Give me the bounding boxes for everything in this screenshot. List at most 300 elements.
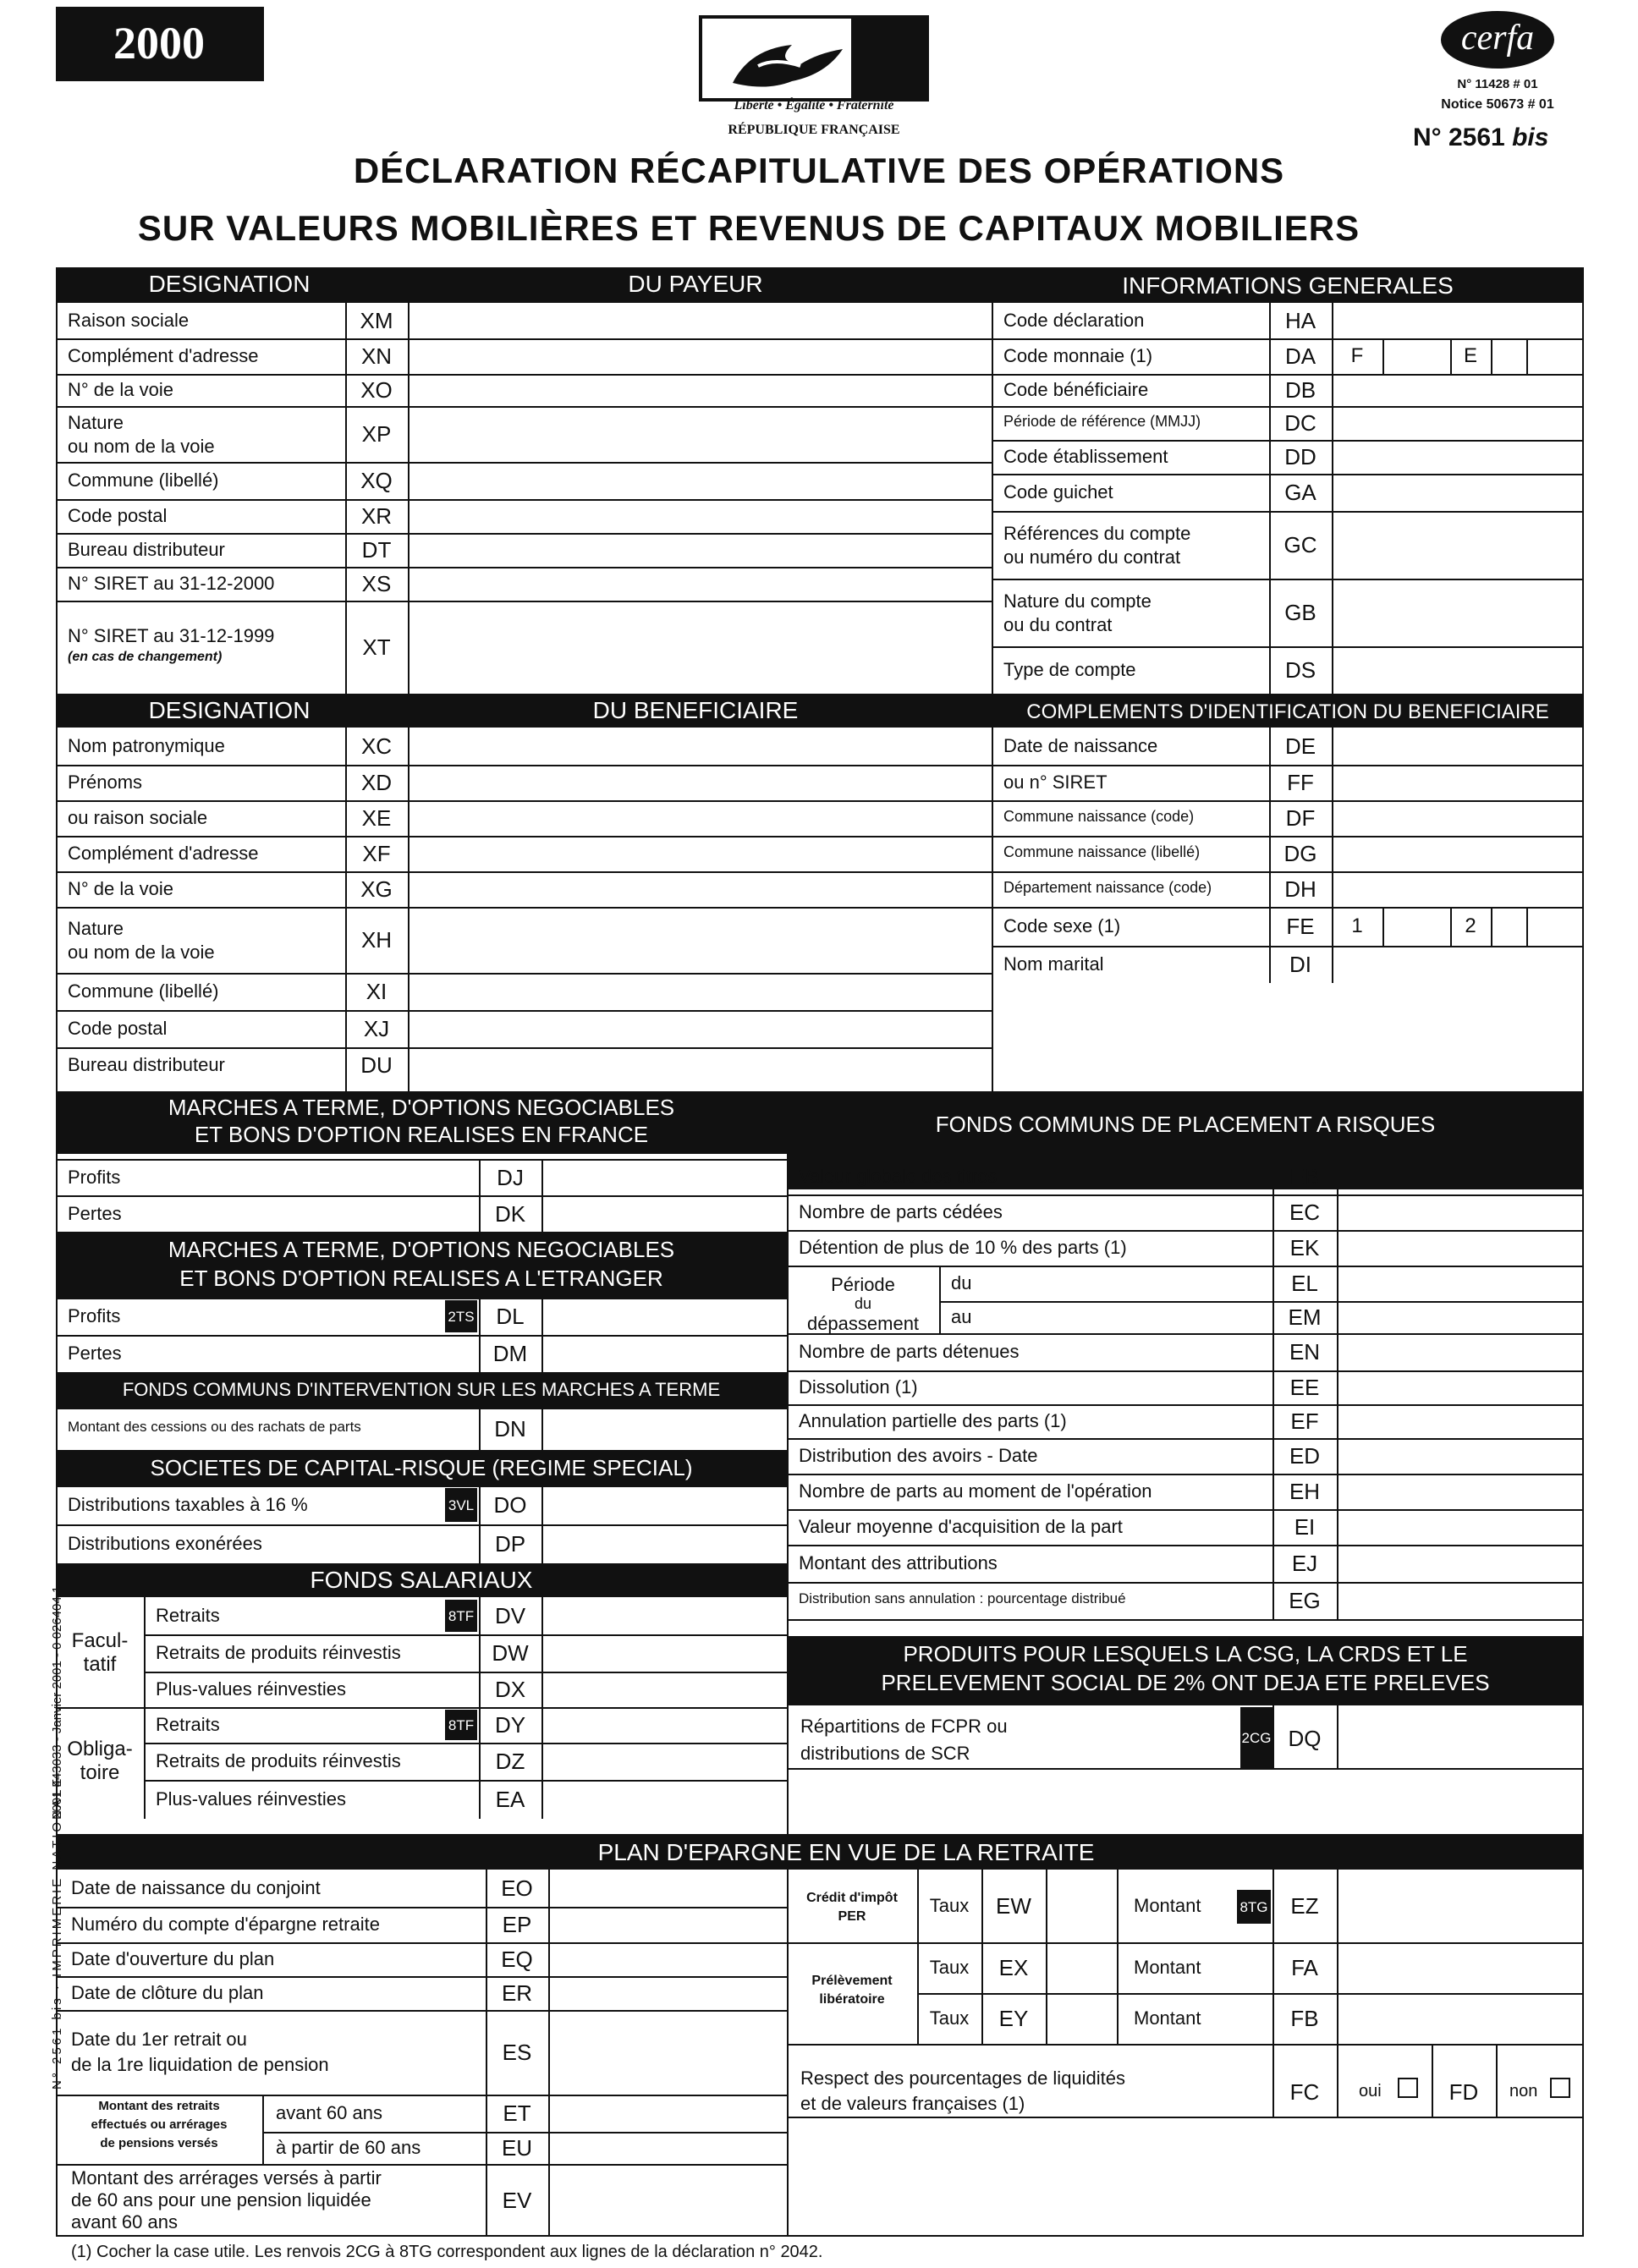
row-label: Code monnaie (1) — [1003, 345, 1153, 366]
row-label: Date de naissance — [1003, 735, 1158, 756]
code-col-line — [479, 1408, 481, 1450]
row-input-field[interactable] — [1333, 442, 1582, 472]
period-label-2: du — [854, 1295, 872, 1312]
produits-csg-header-2: PRELEVEMENT SOCIAL DE 2% ONT DEJA ETE PRELEVES — [881, 1670, 1490, 1695]
code-col-line — [1272, 1301, 1274, 1333]
row-label: Date de clôture du plan — [71, 1982, 264, 2003]
code-col-line — [479, 1634, 481, 1672]
row-input-field[interactable] — [1333, 475, 1582, 509]
row-code: DC — [1284, 410, 1316, 436]
code-col-line — [486, 2095, 487, 2132]
row-input-field[interactable] — [1338, 1335, 1582, 1369]
row-label: Montant des attributions — [799, 1552, 998, 1573]
oui-checkbox[interactable] — [1398, 2078, 1418, 2098]
row-input-field[interactable] — [410, 501, 990, 531]
row-code: XJ — [363, 1016, 390, 1041]
row-input-field[interactable] — [410, 568, 990, 599]
title-line-2: SUR VALEURS MOBILIÈRES ET REVENUS DE CAPITAUX MOBILIERS — [137, 208, 1360, 248]
row-code: DM — [492, 1341, 528, 1366]
row-label: Code déclaration — [1003, 310, 1145, 331]
code-col-line — [1272, 1194, 1274, 1230]
group-facultatif-2: tatif — [83, 1653, 117, 1676]
row-label: Code postal — [68, 505, 168, 526]
payeur-header-mid: DU PAYEUR — [628, 271, 763, 297]
row-code: XQ — [360, 468, 393, 493]
row-label: Annulation partielle des parts (1) — [799, 1410, 1067, 1431]
societes-header: SOCIETES DE CAPITAL-RISQUE (REGIME SPECIAL) — [150, 1455, 693, 1480]
option-2-box[interactable] — [1492, 340, 1525, 372]
row-label: N° SIRET au 31-12-1999 — [68, 625, 275, 646]
payeur-header-left: DESIGNATION — [148, 271, 311, 297]
taux-field[interactable] — [1047, 1944, 1115, 1991]
row-label: Distributions taxables à 16 % — [68, 1494, 308, 1515]
produits-csg-code: DQ — [1288, 1726, 1322, 1751]
montant-field[interactable] — [1338, 1995, 1582, 2042]
row-input-field[interactable] — [410, 802, 990, 834]
row-input-field[interactable] — [550, 2012, 785, 2093]
code-col-line — [479, 1707, 481, 1743]
footnote: (1) Cocher la case utile. Les renvois 2CG à 8TG correspondent aux lignes de la déclaration n° 2042. — [71, 2243, 823, 2261]
row-input-field[interactable] — [410, 873, 990, 905]
row-code: DY — [494, 1712, 526, 1738]
group-facultatif: Facul- — [71, 1629, 129, 1652]
taux-label: Taux — [929, 2007, 970, 2029]
row-label: N° SIRET au 31-12-2000 — [68, 573, 275, 594]
code-col-line — [1272, 1370, 1274, 1404]
row-input-field[interactable] — [550, 2096, 785, 2130]
row-label: Nature — [68, 918, 124, 939]
row-code: DG — [1283, 841, 1317, 866]
row-code: ER — [501, 1980, 533, 2006]
respect-code-non: FD — [1448, 2079, 1479, 2105]
row-label: Valeur moyenne d'acquisition de la part — [799, 1516, 1123, 1537]
row-input-field[interactable] — [1333, 408, 1582, 438]
code-col-line — [1272, 1545, 1274, 1582]
row-tag: 2TS — [445, 1300, 477, 1332]
respect-col — [1272, 2044, 1274, 2117]
row-input-field[interactable] — [1333, 873, 1582, 905]
row-label-line-2: ou nom de la voie — [68, 436, 215, 457]
row-input-field[interactable] — [543, 1636, 785, 1670]
row-label: Code guichet — [1003, 481, 1113, 502]
row-input-field[interactable] — [543, 1161, 785, 1194]
row-label: Complément d'adresse — [68, 843, 259, 864]
republic-name: RÉPUBLIQUE FRANÇAISE — [728, 123, 900, 137]
benef-header-left: DESIGNATION — [148, 697, 311, 723]
row-tag: 3VL — [445, 1488, 477, 1522]
row-input-field[interactable] — [1338, 1406, 1582, 1436]
per-right-col — [1117, 1870, 1119, 2044]
code-col-line — [479, 1780, 481, 1819]
montant-label: Montant — [1134, 1957, 1201, 1978]
row-code: GB — [1284, 600, 1316, 625]
code-col-line — [486, 2010, 487, 2095]
row-label: au — [951, 1306, 972, 1327]
option-1-label: F — [1350, 344, 1364, 367]
row-input-field[interactable] — [410, 1049, 990, 1081]
row-label: Nombre de parts au moment de l'opération — [799, 1480, 1152, 1502]
row-code: XE — [361, 805, 392, 831]
row-code: EF — [1290, 1409, 1319, 1434]
row-input-field[interactable] — [1338, 1267, 1582, 1299]
row-code: EI — [1294, 1514, 1316, 1540]
row-input-field[interactable] — [1333, 766, 1582, 799]
per-right-col — [917, 1870, 919, 2044]
row-input-field[interactable] — [410, 766, 990, 799]
row-label: Retraits — [156, 1605, 220, 1626]
option-divider — [1450, 907, 1452, 946]
marches-etranger-header-1: MARCHES A TERME, D'OPTIONS NEGOCIABLES — [168, 1237, 675, 1262]
row-label: Montant des cessions ou des rachats de parts — [68, 1419, 361, 1435]
code-col-line — [1272, 1474, 1274, 1509]
row-label-line-2: ou nom de la voie — [68, 942, 215, 963]
row-code: EK — [1289, 1235, 1320, 1260]
code-col-line — [1272, 1404, 1274, 1438]
row-label: Code sexe (1) — [1003, 915, 1121, 936]
row-code: EG — [1289, 1588, 1321, 1613]
produits-csg-bottom-line — [787, 1768, 1584, 1770]
row-code: EB — [1289, 1164, 1320, 1189]
credit-label-1: Crédit d'impôt — [806, 1891, 898, 1905]
prelev-label-2: libératoire — [819, 1992, 885, 2007]
row-label: Prénoms — [68, 772, 143, 793]
row-label: Pertes — [68, 1202, 122, 1224]
middle-divider — [787, 1091, 789, 1836]
row-code: DV — [494, 1603, 526, 1628]
option-divider — [1526, 338, 1528, 374]
row-label: Retraits de produits réinvestis — [156, 1750, 401, 1771]
row-label: ou n° SIRET — [1003, 772, 1108, 793]
row-input-field[interactable] — [543, 1299, 785, 1333]
code-col-line — [486, 1870, 487, 1907]
row-input-field[interactable] — [1333, 802, 1582, 834]
row-input-field[interactable] — [550, 1978, 785, 2008]
code-col-line — [479, 1524, 481, 1563]
prelev-label-1: Prélèvement — [811, 1974, 893, 1988]
row-input-field[interactable] — [1333, 305, 1582, 337]
row-code: DX — [494, 1677, 526, 1702]
code-col-line — [486, 1942, 487, 1976]
row-input-field[interactable] — [1338, 1511, 1582, 1543]
option-1-box[interactable] — [1384, 909, 1448, 944]
row-input-field[interactable] — [543, 1709, 785, 1741]
row-label: Plus-values réinvesties — [156, 1788, 346, 1809]
row-label: Nom patronymique — [68, 735, 225, 756]
row-label: du — [951, 1272, 972, 1293]
row-label: Commune naissance (libellé) — [1003, 843, 1201, 860]
row-input-field[interactable] — [410, 408, 990, 460]
row-input-field[interactable] — [1338, 1372, 1582, 1403]
montant-label: Montant — [1134, 2007, 1201, 2029]
row-label: Distribution des avoirs - Date — [799, 1445, 1038, 1466]
row-label: Bureau distributeur — [68, 1054, 225, 1075]
row-tag: 8TF — [445, 1600, 477, 1632]
row-label: Nature — [68, 412, 124, 433]
retraits-label-1: Montant des retraits — [98, 2099, 220, 2113]
row-code: DD — [1284, 444, 1316, 470]
row-input-field[interactable] — [550, 1944, 785, 1974]
row-input-field[interactable] — [410, 340, 990, 372]
period-col-line — [939, 1266, 941, 1333]
row-code: EU — [501, 2135, 533, 2161]
retraits-label-3: de pensions versés — [100, 2136, 218, 2150]
cerfa-number: N° 11428 # 01 — [1457, 77, 1538, 91]
row-code: DH — [1284, 876, 1316, 902]
row-code: XD — [360, 770, 393, 795]
row-input-field[interactable] — [1333, 947, 1582, 981]
montant-label: Montant — [1134, 1895, 1201, 1916]
row-label: Valeur globale des titres — [799, 1166, 998, 1187]
row-input-field[interactable] — [543, 1409, 785, 1448]
tag-8tg: 8TG — [1237, 1890, 1271, 1924]
row-label-line-2: de la 1re liquidation de pension — [71, 2054, 329, 2075]
option-2-box[interactable] — [1492, 909, 1525, 944]
row-label: Références du compte — [1003, 523, 1191, 544]
code-col-line — [1272, 1509, 1274, 1545]
row-input-field[interactable] — [550, 2133, 785, 2162]
row-input-field[interactable] — [410, 602, 990, 692]
row-input-field[interactable] — [543, 1337, 785, 1370]
row-code: DO — [493, 1492, 527, 1518]
fcpr-header: FONDS COMMUNS DE PLACEMENT A RISQUES — [935, 1112, 1436, 1137]
row-label: avant 60 ans — [276, 2102, 382, 2123]
row-label: ou raison sociale — [68, 807, 208, 828]
row-code: DT — [361, 537, 392, 563]
row-input-field[interactable] — [1333, 729, 1582, 763]
row-input-field[interactable] — [1338, 1475, 1582, 1507]
row-input-field[interactable] — [543, 1526, 785, 1562]
non-checkbox[interactable] — [1550, 2078, 1570, 2098]
row-code: DF — [1285, 805, 1316, 831]
row-input-field[interactable] — [410, 729, 990, 763]
row-label: Bureau distributeur — [68, 539, 225, 560]
produits-csg-field[interactable] — [1338, 1707, 1582, 1766]
row-code: DU — [360, 1052, 393, 1078]
code-col-line — [1272, 1438, 1274, 1474]
cerfa-logo-text: cerfa — [1460, 19, 1535, 58]
non-label: non — [1509, 2082, 1538, 2101]
row-input-field[interactable] — [543, 1487, 785, 1523]
row-input-field[interactable] — [1338, 1584, 1582, 1617]
respect-col — [1337, 2044, 1338, 2117]
group-obligatoire: Obliga- — [67, 1738, 133, 1760]
row-input-field[interactable] — [543, 1197, 785, 1230]
row-label: Nombre de parts détenues — [799, 1341, 1020, 1362]
row-input-field[interactable] — [543, 1744, 785, 1778]
respect-col — [1496, 2044, 1498, 2117]
row-input-field[interactable] — [543, 1673, 785, 1705]
option-divider — [1526, 907, 1528, 946]
row-label: Commune naissance (code) — [1003, 808, 1195, 825]
row-input-field[interactable] — [1338, 1546, 1582, 1580]
montant-code: EZ — [1290, 1893, 1319, 1919]
credit-label-2: PER — [838, 1909, 866, 1924]
row-input-field[interactable] — [1333, 513, 1582, 577]
row-label: Nom marital — [1003, 953, 1104, 975]
row-label: Plus-values réinvesties — [156, 1678, 346, 1700]
row-input-field[interactable] — [1333, 648, 1582, 692]
marches-france-header-2: ET BONS D'OPTION REALISES EN FRANCE — [194, 1122, 649, 1147]
respect-bottom — [787, 2117, 1584, 2118]
row-label-line-3: avant 60 ans — [71, 2211, 178, 2232]
row-label: Détention de plus de 10 % des parts (1) — [799, 1237, 1127, 1258]
benef-col-line-1 — [345, 728, 347, 1115]
row-input-field[interactable] — [1333, 837, 1582, 870]
row-code: DK — [494, 1200, 526, 1227]
side-code: 2001 443033 - Janvier 2001 - 0 026404 1 — [50, 1585, 64, 1819]
row-code: EN — [1289, 1339, 1321, 1365]
row-code: XP — [361, 421, 392, 447]
row-code: EE — [1289, 1375, 1320, 1400]
option-divider — [1450, 338, 1452, 374]
row-input-field[interactable] — [410, 909, 990, 971]
period-label-1: Période — [831, 1274, 895, 1295]
row-code: XO — [360, 377, 393, 403]
row-input-field[interactable] — [550, 1908, 785, 1941]
row-code: DS — [1284, 657, 1316, 683]
row-input-field[interactable] — [410, 376, 990, 404]
code-col-line — [486, 2132, 487, 2164]
row-input-field[interactable] — [410, 305, 990, 337]
row-label: Profits — [68, 1305, 121, 1326]
option-1-label: 1 — [1351, 914, 1363, 937]
row-code: XH — [360, 927, 393, 953]
year-label: 2000 — [113, 18, 205, 69]
option-2-label: 2 — [1465, 914, 1476, 937]
row-label: Pertes — [68, 1343, 122, 1364]
marches-france-header-1: MARCHES A TERME, D'OPTIONS NEGOCIABLES — [168, 1095, 675, 1120]
respect-label-2: et de valeurs françaises (1) — [800, 2093, 1025, 2114]
code-col-line — [479, 1195, 481, 1232]
row-label: à partir de 60 ans — [276, 2137, 421, 2158]
row-code: XT — [362, 634, 391, 660]
code-col-line — [1272, 1266, 1274, 1301]
respect-col — [1432, 2044, 1433, 2117]
taux-label: Taux — [929, 1957, 970, 1978]
row-tag: 8TF — [445, 1710, 477, 1740]
group-divider — [56, 1707, 144, 1709]
row-code: EJ — [1291, 1551, 1318, 1576]
per-right-col — [1272, 1870, 1274, 2044]
payeur-col-line-1 — [345, 303, 347, 694]
per-header: PLAN D'EPARGNE EN VUE DE LA RETRAITE — [597, 1839, 1095, 1865]
code-col-line — [479, 1743, 481, 1780]
row-code: XN — [360, 343, 393, 369]
row-input-field[interactable] — [1338, 1303, 1582, 1332]
taux-code: EY — [998, 2006, 1029, 2031]
row-input-field[interactable] — [1333, 580, 1582, 645]
row-label: Profits — [68, 1166, 121, 1188]
row-code: EP — [502, 1912, 532, 1937]
row-code: EQ — [501, 1947, 533, 1972]
row-code: XM — [360, 308, 393, 333]
row-input-field[interactable] — [1333, 376, 1582, 404]
row-code: EO — [501, 1875, 533, 1901]
row-input-field[interactable] — [1338, 1232, 1582, 1264]
code-col-line — [1272, 1230, 1274, 1266]
infos-header: INFORMATIONS GENERALES — [1122, 272, 1454, 299]
montant-field[interactable] — [1338, 1871, 1582, 1941]
title-line-1: DÉCLARATION RÉCAPITULATIVE DES OPÉRATIONS — [353, 151, 1285, 190]
row-code: XR — [360, 503, 393, 529]
code-col-line — [486, 1976, 487, 2010]
option-1-box[interactable] — [1384, 340, 1448, 372]
row-code: DI — [1289, 952, 1311, 977]
row-code: EA — [495, 1787, 525, 1812]
notice-number: Notice 50673 # 01 — [1441, 97, 1554, 112]
fcpr-bottom — [787, 1619, 1584, 1621]
row-input-field[interactable] — [550, 2166, 785, 2235]
row-code: EL — [1291, 1271, 1318, 1296]
row-label: Département naissance (code) — [1003, 879, 1212, 896]
row-label: Date du 1er retrait ou — [71, 2029, 247, 2050]
republic-motto: Liberté • Égalité • Fraternité — [734, 98, 894, 113]
row-code: FE — [1286, 914, 1315, 939]
row-input-field[interactable] — [410, 837, 990, 870]
row-label: Date de naissance du conjoint — [71, 1877, 321, 1898]
row-code: DJ — [497, 1164, 524, 1190]
row-label-line-2: ou du contrat — [1003, 614, 1113, 635]
row-code: GA — [1284, 480, 1316, 505]
taux-label: Taux — [929, 1895, 970, 1916]
taux-code: EX — [998, 1955, 1029, 1980]
row-input-field[interactable] — [410, 535, 990, 565]
row-input-field[interactable] — [410, 1012, 990, 1046]
row-code: ET — [503, 2101, 531, 2126]
row-label: Commune (libellé) — [68, 980, 219, 1002]
fonds-salariaux-header: FONDS SALARIAUX — [310, 1567, 533, 1593]
row-label-line-2: de 60 ans pour une pension liquidée — [71, 2189, 371, 2210]
taux-field[interactable] — [1047, 1995, 1115, 2042]
row-label-line-2: ou numéro du contrat — [1003, 546, 1181, 568]
respect-label-1: Respect des pourcentages de liquidités — [800, 2068, 1126, 2089]
row-code: FF — [1287, 770, 1314, 795]
benef-header-mid: DU BENEFICIAIRE — [592, 697, 799, 723]
code-col-line — [1272, 1159, 1274, 1194]
row-input-field[interactable] — [543, 1782, 785, 1817]
row-label: Complément d'adresse — [68, 345, 259, 366]
row-code: HA — [1284, 308, 1316, 333]
montant-field[interactable] — [1338, 1944, 1582, 1991]
row-label-line-2: (en cas de changement) — [68, 650, 223, 664]
code-col-line — [479, 1159, 481, 1195]
row-input-field[interactable] — [410, 464, 990, 497]
code-col-line — [486, 1907, 487, 1942]
retraits-group-line — [262, 2095, 264, 2164]
row-label: Période de référence (MMJJ) — [1003, 413, 1201, 430]
row-code: XS — [361, 571, 392, 596]
code-col-line — [479, 1485, 481, 1524]
row-code: DP — [494, 1531, 526, 1557]
row-code: XC — [360, 733, 393, 759]
row-input-field[interactable] — [410, 975, 990, 1008]
row-input-field[interactable] — [1338, 1161, 1582, 1193]
row-code: EM — [1288, 1304, 1322, 1330]
row-label: Nature du compte — [1003, 590, 1152, 612]
montant-code: FA — [1291, 1955, 1318, 1980]
row-code: DZ — [495, 1749, 525, 1774]
row-label: Distributions exonérées — [68, 1533, 262, 1554]
tag-2cg: 2CG — [1240, 1707, 1272, 1768]
row-input-field[interactable] — [1338, 1196, 1582, 1228]
taux-field[interactable] — [1047, 1871, 1115, 1941]
row-input-field[interactable] — [1338, 1440, 1582, 1472]
respect-code-oui: FC — [1289, 2079, 1320, 2105]
code-col-line — [479, 1335, 481, 1372]
row-input-field[interactable] — [550, 1871, 785, 1905]
code-col-line — [479, 1672, 481, 1707]
row-input-field[interactable] — [543, 1599, 785, 1633]
